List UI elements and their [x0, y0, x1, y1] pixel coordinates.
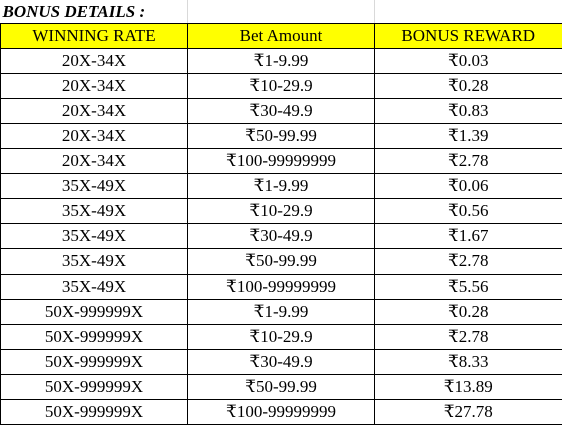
- table-row: [1, 124, 562, 149]
- column-header-bet-amount[interactable]: Bet Amount: [188, 24, 375, 49]
- bonus-reward-cell[interactable]: ₹0.06: [375, 174, 562, 199]
- table-row: [1, 399, 562, 424]
- bet-amount-cell[interactable]: ₹30-49.9: [188, 349, 375, 374]
- table-row: [1, 99, 562, 124]
- winning-rate-cell[interactable]: 35X-49X: [1, 174, 188, 199]
- bonus-reward-cell[interactable]: ₹0.28: [375, 74, 562, 99]
- winning-rate-cell[interactable]: 50X-999999X: [1, 399, 188, 424]
- bet-amount-cell[interactable]: ₹1-9.99: [188, 174, 375, 199]
- bonus-reward-cell[interactable]: ₹5.56: [375, 274, 562, 299]
- bet-amount-cell[interactable]: ₹50-99.99: [188, 249, 375, 274]
- bonus-reward-cell[interactable]: ₹2.78: [375, 249, 562, 274]
- table-row: [1, 324, 562, 349]
- bonus-reward-cell[interactable]: ₹13.89: [375, 374, 562, 399]
- winning-rate-cell[interactable]: 35X-49X: [1, 199, 188, 224]
- winning-rate-cell[interactable]: 35X-49X: [1, 224, 188, 249]
- bonus-reward-cell[interactable]: ₹0.83: [375, 99, 562, 124]
- table-row: [1, 349, 562, 374]
- winning-rate-cell[interactable]: 20X-34X: [1, 124, 188, 149]
- winning-rate-cell[interactable]: 20X-34X: [1, 99, 188, 124]
- bet-amount-cell[interactable]: ₹100-99999999: [188, 274, 375, 299]
- winning-rate-cell[interactable]: 50X-999999X: [1, 349, 188, 374]
- bonus-reward-cell[interactable]: ₹8.33: [375, 349, 562, 374]
- winning-rate-cell[interactable]: 20X-34X: [1, 149, 188, 174]
- bonus-reward-cell[interactable]: ₹0.28: [375, 299, 562, 324]
- bet-amount-cell[interactable]: ₹100-99999999: [188, 149, 375, 174]
- bonus-reward-cell[interactable]: ₹0.56: [375, 199, 562, 224]
- table-row: [1, 274, 562, 299]
- table-row: [1, 174, 562, 199]
- bet-amount-cell[interactable]: ₹100-99999999: [188, 399, 375, 424]
- winning-rate-cell[interactable]: 35X-49X: [1, 249, 188, 274]
- bet-amount-cell[interactable]: ₹50-99.99: [188, 374, 375, 399]
- table-row: [1, 49, 562, 74]
- bonus-reward-cell[interactable]: ₹27.78: [375, 399, 562, 424]
- bet-amount-cell[interactable]: ₹10-29.9: [188, 74, 375, 99]
- table-row: [1, 199, 562, 224]
- bet-amount-cell[interactable]: ₹30-49.9: [188, 224, 375, 249]
- bet-amount-cell[interactable]: ₹1-9.99: [188, 49, 375, 74]
- winning-rate-cell[interactable]: 35X-49X: [1, 274, 188, 299]
- table-row: [1, 224, 562, 249]
- bet-amount-cell[interactable]: ₹50-99.99: [188, 124, 375, 149]
- bonus-reward-cell[interactable]: ₹1.67: [375, 224, 562, 249]
- winning-rate-cell[interactable]: 20X-34X: [1, 49, 188, 74]
- sheet-title[interactable]: BONUS DETAILS :: [1, 0, 188, 24]
- empty-cell[interactable]: [375, 0, 562, 24]
- title-row: [1, 0, 562, 24]
- empty-cell[interactable]: [188, 0, 375, 24]
- table-row: [1, 299, 562, 324]
- bonus-reward-cell[interactable]: ₹2.78: [375, 149, 562, 174]
- bonus-reward-cell[interactable]: ₹0.03: [375, 49, 562, 74]
- table-row: [1, 374, 562, 399]
- bonus-reward-cell[interactable]: ₹1.39: [375, 124, 562, 149]
- table-row: [1, 74, 562, 99]
- bet-amount-cell[interactable]: ₹30-49.9: [188, 99, 375, 124]
- winning-rate-cell[interactable]: 50X-999999X: [1, 324, 188, 349]
- winning-rate-cell[interactable]: 50X-999999X: [1, 374, 188, 399]
- bonus-reward-cell[interactable]: ₹2.78: [375, 324, 562, 349]
- winning-rate-cell[interactable]: 50X-999999X: [1, 299, 188, 324]
- winning-rate-cell[interactable]: 20X-34X: [1, 74, 188, 99]
- bet-amount-cell[interactable]: ₹10-29.9: [188, 199, 375, 224]
- column-header-winning-rate[interactable]: WINNING RATE: [1, 24, 188, 49]
- bet-amount-cell[interactable]: ₹1-9.99: [188, 299, 375, 324]
- table-row: [1, 249, 562, 274]
- header-row: [1, 24, 562, 49]
- table-row: [1, 149, 562, 174]
- bet-amount-cell[interactable]: ₹10-29.9: [188, 324, 375, 349]
- column-header-bonus-reward[interactable]: BONUS REWARD: [375, 24, 562, 49]
